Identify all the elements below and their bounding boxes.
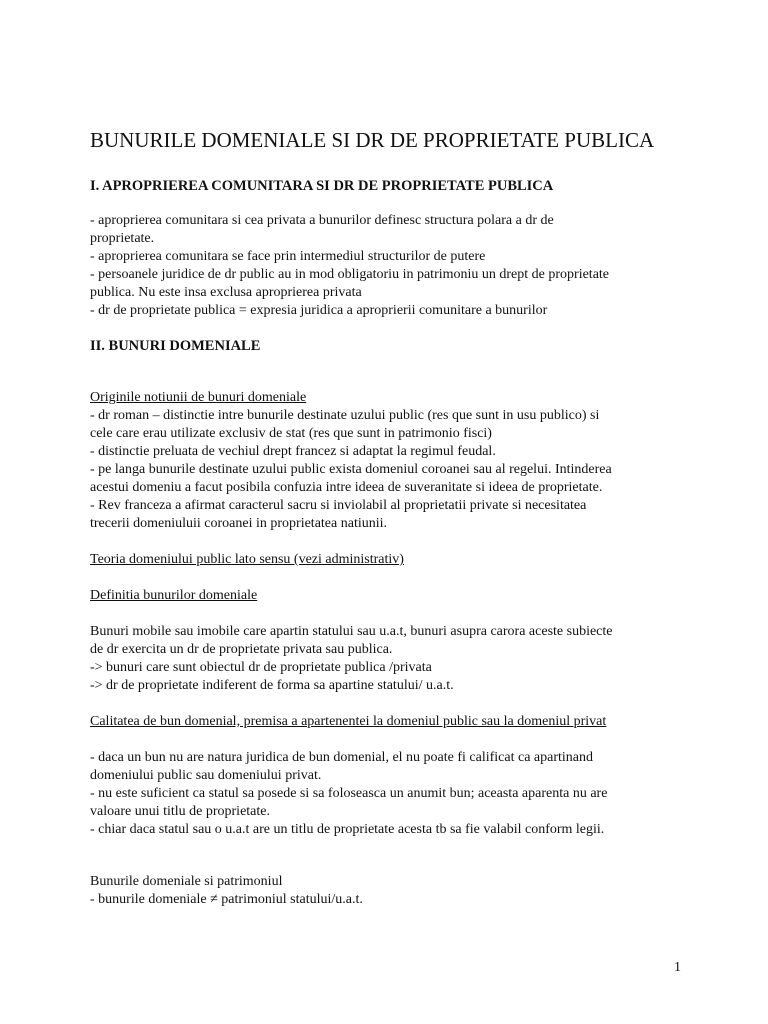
paragraph-line: - daca un bun nu are natura juridica de bun domenial, el nu poate fi calificat ca apartinand (90, 750, 594, 765)
subsection-title: Teoria domeniului public lato sensu (vezi administrativ) (90, 552, 404, 567)
paragraph-line: - aproprierea comunitara se face prin intermediul structurilor de putere (90, 249, 486, 264)
paragraph-line: valoare unui titlu de proprietate. (90, 804, 270, 819)
subsection-title: Originile notiunii de bunuri domeniale (90, 390, 307, 405)
paragraph-line: - persoanele juridice de dr public au in mod obligatoriu in patrimoniu un drept de proprietate (90, 267, 610, 282)
paragraph-line: - chiar daca statul sau o u.a.t are un titlu de proprietate acesta tb sa fie valabil conform legii. (90, 822, 605, 837)
section-heading: II. BUNURI DOMENIALE (90, 338, 261, 354)
paragraph-line: publica. Nu este insa exclusa aproprierea privata (90, 285, 362, 300)
subsection-title: Calitatea de bun domenial, premisa a apartenentei la domeniul public sau la domeniul privat (90, 714, 607, 729)
page-number: 1 (674, 960, 681, 975)
section-heading: I. APROPRIEREA COMUNITARA SI DR DE PROPRIETATE PUBLICA (90, 178, 554, 194)
paragraph-line: cele care erau utilizate exclusiv de stat (res que sunt in patrimonio fisci) (90, 426, 492, 441)
paragraph-line: domeniului public sau domeniului privat. (90, 768, 322, 783)
paragraph-line: - nu este suficient ca statul sa posede si sa foloseasca un anumit bun; aceasta aparenta nu are (90, 786, 608, 801)
paragraph-line: - bunurile domeniale ≠ patrimoniul statului/u.a.t. (90, 892, 363, 907)
paragraph-line: -> bunuri care sunt obiectul dr de proprietate publica /privata (90, 660, 432, 675)
paragraph-line: de dr exercita un dr de proprietate privata sau publica. (90, 642, 393, 657)
subsection-title: Bunurile domeniale si patrimoniul (90, 874, 283, 889)
paragraph-line: - pe langa bunurile destinate uzului public exista domeniul coroanei sau al regelui. Intinderea (90, 462, 612, 477)
paragraph-line: acestui domeniu a facut posibila confuzia intre ideea de suveranitate si ideea de proprietate. (90, 480, 603, 495)
paragraph-line: trecerii domeniuluii coroanei in proprietatea natiunii. (90, 516, 388, 531)
paragraph-line: proprietate. (90, 231, 155, 246)
paragraph-line: - aproprierea comunitara si cea privata a bunurilor definesc structura polara a dr de (90, 213, 554, 228)
paragraph-line: - Rev franceza a afirmat caracterul sacru si inviolabil al proprietatii private si necesitatea (90, 498, 587, 513)
paragraph-line: - distinctie preluata de vechiul drept francez si adaptat la regimul feudal. (90, 444, 496, 459)
paragraph-line: Bunuri mobile sau imobile care apartin statului sau u.a.t, bunuri asupra carora aceste subiecte (90, 624, 613, 639)
paragraph-line: - dr roman – distinctie intre bunurile destinate uzului public (res que sunt in usu publico) si (90, 408, 600, 423)
paragraph-line: - dr de proprietate publica = expresia juridica a aproprierii comunitare a bunurilor (90, 303, 548, 318)
subsection-title: Definitia bunurilor domeniale (90, 588, 258, 603)
document-title: BUNURILE DOMENIALE SI DR DE PROPRIETATE PUBLICA (90, 128, 655, 152)
paragraph-line: -> dr de proprietate indiferent de forma sa apartine statului/ u.a.t. (90, 678, 454, 693)
